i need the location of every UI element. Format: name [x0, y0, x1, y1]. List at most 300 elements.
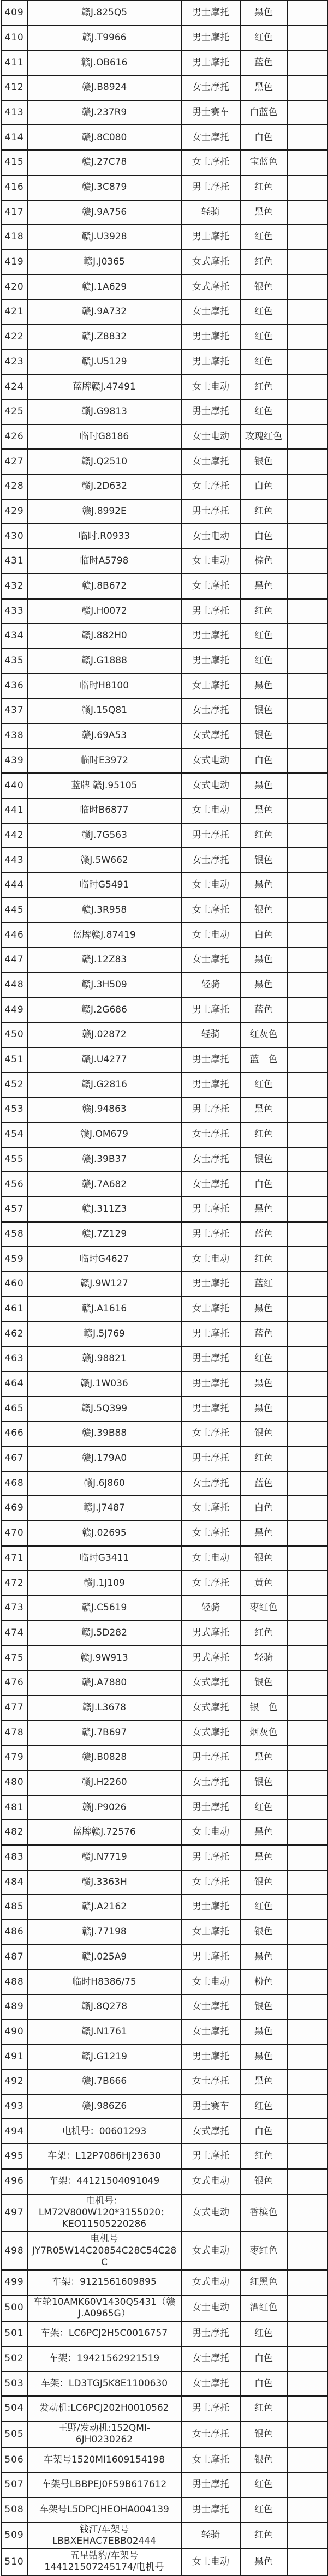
plate-cell: 赣J.N1761 — [27, 2020, 181, 2045]
plate-cell: 赣J.G9813 — [27, 399, 181, 424]
empty-cell — [287, 674, 327, 699]
row-number-cell: 487 — [1, 1945, 27, 1970]
vehicle-type-cell: 男士摩托 — [181, 1272, 240, 1297]
table-row — [1, 125, 327, 150]
empty-cell — [287, 299, 327, 325]
plate-cell: 赣J.7B666 — [27, 2069, 181, 2094]
vehicle-type-cell: 女式摩托 — [181, 250, 240, 275]
empty-cell — [287, 698, 327, 723]
empty-cell — [287, 998, 327, 1023]
plate-cell: 赣J.986Z6 — [27, 2094, 181, 2119]
vehicle-type-cell: 男士摩托 — [181, 225, 240, 250]
row-number-cell: 439 — [1, 748, 27, 774]
vehicle-color-cell: 黑色 — [240, 948, 287, 973]
vehicle-type-cell: 男士摩托 — [181, 2472, 240, 2497]
table-row — [1, 1795, 327, 1820]
plate-cell: 电机号 JY7R05W14C20854C28C54C28C — [27, 2232, 181, 2270]
plate-cell: 赣J.A1616 — [27, 1297, 181, 1322]
vehicle-type-cell: 女士摩托 — [181, 1521, 240, 1546]
vehicle-color-cell: 银 色 — [240, 1696, 287, 1721]
plate-cell: 车架：LD3TGJ5K8E1100630 — [27, 2371, 181, 2397]
row-number-cell: 422 — [1, 325, 27, 350]
vehicle-type-cell: 男士摩托 — [181, 1795, 240, 1820]
table-row — [1, 2119, 327, 2144]
empty-cell — [287, 2270, 327, 2295]
table-row — [1, 2346, 327, 2371]
empty-cell — [287, 2447, 327, 2472]
empty-cell — [287, 2346, 327, 2371]
plate-cell: 赣J.69A53 — [27, 723, 181, 748]
plate-cell: 赣J.02872 — [27, 1022, 181, 1047]
vehicle-type-cell: 男士摩托 — [181, 1945, 240, 1970]
empty-cell — [287, 1247, 327, 1272]
vehicle-type-cell: 男士摩托 — [181, 1371, 240, 1397]
table-row — [1, 1446, 327, 1471]
empty-cell — [287, 2472, 327, 2497]
empty-cell — [287, 2421, 327, 2448]
row-number-cell: 453 — [1, 1097, 27, 1122]
vehicle-type-cell: 女士电动 — [181, 2295, 240, 2322]
empty-cell — [287, 1073, 327, 1098]
vehicle-color-cell: 红色 — [240, 175, 287, 200]
vehicle-type-cell: 男士摩托 — [181, 599, 240, 624]
table-row — [1, 1670, 327, 1696]
row-number-cell: 480 — [1, 1770, 27, 1795]
empty-cell — [287, 549, 327, 574]
plate-cell: 赣J.Q2510 — [27, 449, 181, 474]
vehicle-type-cell: 男士摩托 — [181, 1, 240, 26]
vehicle-color-cell: 银色 — [240, 1994, 287, 2020]
row-number-cell: 495 — [1, 2144, 27, 2169]
empty-cell — [287, 2020, 327, 2045]
vehicle-type-cell: 女士摩托 — [181, 75, 240, 100]
plate-cell: 赣J.77198 — [27, 1920, 181, 1945]
vehicle-type-cell: 女式电动 — [181, 2169, 240, 2194]
vehicle-color-cell: 银色 — [240, 2447, 287, 2472]
empty-cell — [287, 100, 327, 125]
vehicle-color-cell: 香槟色 — [240, 2194, 287, 2232]
row-number-cell: 504 — [1, 2396, 27, 2421]
plate-cell: 电机号：00601293 — [27, 2119, 181, 2144]
vehicle-type-cell: 女士电动 — [181, 922, 240, 948]
row-number-cell: 476 — [1, 1670, 27, 1696]
vehicle-type-cell: 男士摩托 — [181, 624, 240, 649]
table-row — [1, 1421, 327, 1446]
empty-cell — [287, 175, 327, 200]
plate-cell: 赣J.39B88 — [27, 1421, 181, 1446]
vehicle-color-cell: 黑色 — [240, 1397, 287, 1422]
vehicle-color-cell: 红色 — [240, 1346, 287, 1371]
vehicle-color-cell: 红色 — [240, 2144, 287, 2169]
empty-cell — [287, 1047, 327, 1073]
table-row — [1, 524, 327, 549]
vehicle-color-cell: 红色 — [240, 499, 287, 524]
row-number-cell: 490 — [1, 2020, 27, 2045]
empty-cell — [287, 1346, 327, 1371]
table-row — [1, 399, 327, 424]
vehicle-color-cell: 白色 — [240, 922, 287, 948]
vehicle-type-cell: 女士摩托 — [181, 125, 240, 150]
table-row — [1, 1346, 327, 1371]
plate-cell: 赣J.H0072 — [27, 599, 181, 624]
plate-cell: 赣J.1W036 — [27, 1371, 181, 1397]
vehicle-type-cell: 女士电动 — [181, 873, 240, 898]
table-row — [1, 848, 327, 873]
vehicle-type-cell: 男士摩托 — [181, 399, 240, 424]
table-row — [1, 748, 327, 774]
vehicle-color-cell: 黑色 — [240, 75, 287, 100]
plate-cell: 临时.R0933 — [27, 524, 181, 549]
vehicle-type-cell: 女士摩托 — [181, 150, 240, 175]
row-number-cell: 419 — [1, 250, 27, 275]
table-row — [1, 1845, 327, 1870]
plate-cell: 赣J.12Z83 — [27, 948, 181, 973]
empty-cell — [287, 1496, 327, 1521]
row-number-cell: 507 — [1, 2472, 27, 2497]
vehicle-color-cell: 玫瑰红色 — [240, 424, 287, 450]
plate-cell: 赣J.9A732 — [27, 299, 181, 325]
vehicle-type-cell: 女士摩托 — [181, 674, 240, 699]
row-number-cell: 427 — [1, 449, 27, 474]
table-row — [1, 26, 327, 51]
vehicle-color-cell: 蓝 色 — [240, 1047, 287, 1073]
vehicle-type-cell: 女式摩托 — [181, 2119, 240, 2144]
plate-cell: 赣J.5J769 — [27, 1321, 181, 1346]
empty-cell — [287, 449, 327, 474]
vehicle-type-cell: 男士摩托 — [181, 1197, 240, 1222]
empty-cell — [287, 325, 327, 350]
empty-cell — [287, 2321, 327, 2346]
table-row — [1, 200, 327, 225]
row-number-cell: 472 — [1, 1571, 27, 1596]
row-number-cell: 473 — [1, 1596, 27, 1621]
empty-cell — [287, 499, 327, 524]
row-number-cell: 454 — [1, 1122, 27, 1147]
plate-cell: 赣J.02695 — [27, 1521, 181, 1546]
vehicle-type-cell: 女士摩托 — [181, 299, 240, 325]
plate-cell: 赣J.39B37 — [27, 1147, 181, 1172]
vehicle-color-cell: 红色 — [240, 399, 287, 424]
vehicle-color-cell: 黑色 — [240, 200, 287, 225]
plate-cell: 赣J.15Q81 — [27, 698, 181, 723]
table-row — [1, 2270, 327, 2295]
empty-cell — [287, 848, 327, 873]
vehicle-color-cell: 黑色 — [240, 1820, 287, 1845]
plate-cell: 临时G4627 — [27, 1247, 181, 1272]
vehicle-type-cell: 女式电动 — [181, 748, 240, 774]
table-row — [1, 1945, 327, 1970]
plate-cell: 赣J.J0365 — [27, 250, 181, 275]
plate-cell: 赣J.OM679 — [27, 1122, 181, 1147]
vehicle-type-cell: 轻骑 — [181, 1596, 240, 1621]
empty-cell — [287, 1920, 327, 1945]
empty-cell — [287, 1720, 327, 1745]
row-number-cell: 481 — [1, 1795, 27, 1820]
empty-cell — [287, 773, 327, 798]
vehicle-type-cell: 女式电动 — [181, 2194, 240, 2232]
row-number-cell: 440 — [1, 773, 27, 798]
plate-cell: 赣J.7G563 — [27, 823, 181, 848]
vehicle-color-cell: 红色 — [240, 624, 287, 649]
table-row — [1, 2194, 327, 2232]
row-number-cell: 498 — [1, 2232, 27, 2270]
vehicle-type-cell: 男士摩托 — [181, 175, 240, 200]
row-number-cell: 457 — [1, 1197, 27, 1222]
row-number-cell: 505 — [1, 2421, 27, 2448]
empty-cell — [287, 26, 327, 51]
row-number-cell: 458 — [1, 1222, 27, 1247]
plate-cell: 电机号：LM72V800W120*3155020；KEO11505220286 — [27, 2194, 181, 2232]
plate-cell: 车轮10AMK60V1430Q5431（赣J.A0965G） — [27, 2295, 181, 2322]
table-row — [1, 374, 327, 399]
row-number-cell: 434 — [1, 624, 27, 649]
vehicle-type-cell: 女士摩托 — [181, 1297, 240, 1322]
row-number-cell: 460 — [1, 1272, 27, 1297]
plate-cell: 蓝牌赣J.87419 — [27, 922, 181, 948]
table-row — [1, 624, 327, 649]
vehicle-color-cell: 白色 — [240, 2346, 287, 2371]
row-number-cell: 428 — [1, 474, 27, 499]
row-number-cell: 433 — [1, 599, 27, 624]
table-row — [1, 1197, 327, 1222]
empty-cell — [287, 1197, 327, 1222]
table-row — [1, 1521, 327, 1546]
empty-cell — [287, 2371, 327, 2397]
vehicle-color-cell: 黑色 — [240, 1, 287, 26]
row-number-cell: 417 — [1, 200, 27, 225]
plate-cell: 车架号L5DPCJHEOHA004139 — [27, 2497, 181, 2523]
table-row — [1, 898, 327, 923]
table-body — [1, 1, 327, 2575]
plate-cell: 临时G5491 — [27, 873, 181, 898]
vehicle-color-cell: 银色 — [240, 2421, 287, 2448]
empty-cell — [287, 2069, 327, 2094]
vehicle-color-cell: 红灰色 — [240, 1022, 287, 1047]
row-number-cell: 411 — [1, 50, 27, 75]
vehicle-color-cell: 黑色 — [240, 1097, 287, 1122]
plate-cell: 赣J.H2260 — [27, 1770, 181, 1795]
vehicle-type-cell: 女士电动 — [181, 1969, 240, 1994]
vehicle-color-cell: 黑色 — [240, 2069, 287, 2094]
empty-cell — [287, 524, 327, 549]
table-row — [1, 1596, 327, 1621]
vehicle-type-cell: 女士摩托 — [181, 2421, 240, 2448]
vehicle-color-cell: 白蓝色 — [240, 100, 287, 125]
vehicle-type-cell: 男士摩托 — [181, 998, 240, 1023]
vehicle-type-cell: 男士摩托 — [181, 499, 240, 524]
vehicle-type-cell: 男士摩托 — [181, 649, 240, 674]
vehicle-color-cell: 银色 — [240, 723, 287, 748]
vehicle-color-cell: 红色 — [240, 1795, 287, 1820]
plate-cell: 赣J.B0828 — [27, 1745, 181, 1770]
vehicle-type-cell: 女士摩托 — [181, 1172, 240, 1197]
vehicle-type-cell: 女士摩托 — [181, 898, 240, 923]
vehicle-color-cell: 红色 — [240, 2523, 287, 2549]
vehicle-color-cell: 黄色 — [240, 1571, 287, 1596]
row-number-cell: 456 — [1, 1172, 27, 1197]
plate-cell: 赣J.94863 — [27, 1097, 181, 1122]
vehicle-color-cell: 银色 — [240, 449, 287, 474]
plate-cell: 赣J.9A756 — [27, 200, 181, 225]
table-row — [1, 873, 327, 898]
vehicle-type-cell: 女士摩托 — [181, 698, 240, 723]
vehicle-color-cell: 蓝色 — [240, 50, 287, 75]
vehicle-type-cell: 女士摩托 — [181, 574, 240, 599]
vehicle-color-cell: 红色 — [240, 2321, 287, 2346]
empty-cell — [287, 2523, 327, 2549]
plate-cell: 临时E3972 — [27, 748, 181, 774]
table-row — [1, 574, 327, 599]
empty-cell — [287, 2119, 327, 2144]
empty-cell — [287, 624, 327, 649]
vehicle-type-cell: 女士摩托 — [181, 1994, 240, 2020]
vehicle-type-cell: 男士摩托 — [181, 1097, 240, 1122]
table-row — [1, 225, 327, 250]
table-row — [1, 2044, 327, 2069]
table-row — [1, 50, 327, 75]
vehicle-type-cell: 女士摩托 — [181, 1421, 240, 1446]
table-row — [1, 1696, 327, 1721]
table-row — [1, 2069, 327, 2094]
plate-cell: 赣J.6J860 — [27, 1471, 181, 1496]
plate-cell: 赣J.G1219 — [27, 2044, 181, 2069]
vehicle-type-cell: 女士摩托 — [181, 1122, 240, 1147]
vehicle-type-cell: 轻骑 — [181, 2523, 240, 2549]
plate-cell: 临时G8186 — [27, 424, 181, 450]
vehicle-color-cell: 红色 — [240, 1895, 287, 1920]
vehicle-type-cell: 男士摩托 — [181, 1397, 240, 1422]
table-row — [1, 973, 327, 998]
row-number-cell: 435 — [1, 649, 27, 674]
vehicle-type-cell: 男士摩托 — [181, 1222, 240, 1247]
row-number-cell: 484 — [1, 1870, 27, 1895]
empty-cell — [287, 1147, 327, 1172]
table-row — [1, 2549, 327, 2575]
table-row — [1, 948, 327, 973]
row-number-cell: 493 — [1, 2094, 27, 2119]
plate-cell: 赣J.3H509 — [27, 973, 181, 998]
plate-cell: 临时H8386/75 — [27, 1969, 181, 1994]
vehicle-type-cell: 男士摩托 — [181, 1895, 240, 1920]
empty-cell — [287, 2094, 327, 2119]
table-row — [1, 424, 327, 450]
table-row — [1, 1621, 327, 1646]
vehicle-color-cell: 银色 — [240, 1147, 287, 1172]
vehicle-color-cell: 银色 — [240, 1421, 287, 1446]
vehicle-color-cell: 黑色 — [240, 2549, 287, 2575]
vehicle-type-cell: 女式摩托 — [181, 1670, 240, 1696]
vehicle-color-cell: 银色 — [240, 898, 287, 923]
plate-cell: 临时A5798 — [27, 549, 181, 574]
empty-cell — [287, 424, 327, 450]
row-number-cell: 437 — [1, 698, 27, 723]
empty-cell — [287, 474, 327, 499]
plate-cell: 赣J.A7880 — [27, 1670, 181, 1696]
row-number-cell: 423 — [1, 350, 27, 375]
plate-cell: 钱江/车架号LBBXEHAC7EBB02444 — [27, 2523, 181, 2549]
vehicle-type-cell: 男士摩托 — [181, 1446, 240, 1471]
plate-cell: 临时G3411 — [27, 1546, 181, 1571]
vehicle-color-cell: 银色 — [240, 848, 287, 873]
vehicle-color-cell: 白色 — [240, 524, 287, 549]
empty-cell — [287, 1172, 327, 1197]
vehicle-color-cell: 黑色 — [240, 1297, 287, 1322]
plate-cell: 车架：19421562921519 — [27, 2346, 181, 2371]
plate-cell: 赣J.8992E — [27, 499, 181, 524]
table-row — [1, 1371, 327, 1397]
row-number-cell: 470 — [1, 1521, 27, 1546]
vehicle-color-cell: 枣红色 — [240, 1596, 287, 1621]
table-row — [1, 1222, 327, 1247]
row-number-cell: 500 — [1, 2295, 27, 2322]
vehicle-color-cell: 银色 — [240, 1770, 287, 1795]
vehicle-color-cell: 蓝色 — [240, 1471, 287, 1496]
empty-cell — [287, 1321, 327, 1346]
vehicle-type-cell: 女士摩托 — [181, 449, 240, 474]
vehicle-type-cell: 男士摩托 — [181, 50, 240, 75]
empty-cell — [287, 1621, 327, 1646]
table-row — [1, 1397, 327, 1422]
empty-cell — [287, 1471, 327, 1496]
vehicle-color-cell: 白色 — [240, 474, 287, 499]
empty-cell — [287, 649, 327, 674]
empty-cell — [287, 1371, 327, 1397]
vehicle-type-cell: 男士赛车 — [181, 100, 240, 125]
vehicle-color-cell: 黑色 — [240, 773, 287, 798]
table-row — [1, 1, 327, 26]
table-row — [1, 1745, 327, 1770]
table-row — [1, 499, 327, 524]
plate-cell: 赣J.A2162 — [27, 1895, 181, 1920]
vehicle-color-cell: 轻骑 — [240, 1645, 287, 1670]
row-number-cell: 465 — [1, 1397, 27, 1422]
plate-cell: 赣J.T9966 — [27, 26, 181, 51]
row-number-cell: 489 — [1, 1994, 27, 2020]
vehicle-type-cell: 男式摩托 — [181, 1645, 240, 1670]
table-row — [1, 1645, 327, 1670]
vehicle-type-cell: 男士摩托 — [181, 2497, 240, 2523]
vehicle-type-cell: 女士电动 — [181, 424, 240, 450]
vehicle-color-cell: 银色 — [240, 1920, 287, 1945]
table-row — [1, 75, 327, 100]
empty-cell — [287, 2144, 327, 2169]
table-row — [1, 1969, 327, 1994]
row-number-cell: 425 — [1, 399, 27, 424]
vehicle-type-cell: 女士摩托 — [181, 2020, 240, 2045]
vehicle-type-cell: 男士摩托 — [181, 325, 240, 350]
empty-cell — [287, 873, 327, 898]
empty-cell — [287, 748, 327, 774]
row-number-cell: 502 — [1, 2346, 27, 2371]
vehicle-type-cell: 轻骑 — [181, 973, 240, 998]
vehicle-type-cell: 女士电动 — [181, 2549, 240, 2575]
row-number-cell: 455 — [1, 1147, 27, 1172]
plate-cell: 赣J.G1888 — [27, 649, 181, 674]
row-number-cell: 485 — [1, 1895, 27, 1920]
vehicle-type-cell: 女式电动 — [181, 2270, 240, 2295]
vehicle-color-cell: 红色 — [240, 2472, 287, 2497]
vehicle-type-cell: 女式摩托 — [181, 723, 240, 748]
empty-cell — [287, 574, 327, 599]
table-row — [1, 2232, 327, 2270]
table-row — [1, 1073, 327, 1098]
table-row — [1, 1147, 327, 1172]
row-number-cell: 468 — [1, 1471, 27, 1496]
row-number-cell: 463 — [1, 1346, 27, 1371]
table-row — [1, 798, 327, 823]
vehicle-color-cell: 黑色 — [240, 973, 287, 998]
plate-cell: 发动机:LC6PCJ202H0010562 — [27, 2396, 181, 2421]
